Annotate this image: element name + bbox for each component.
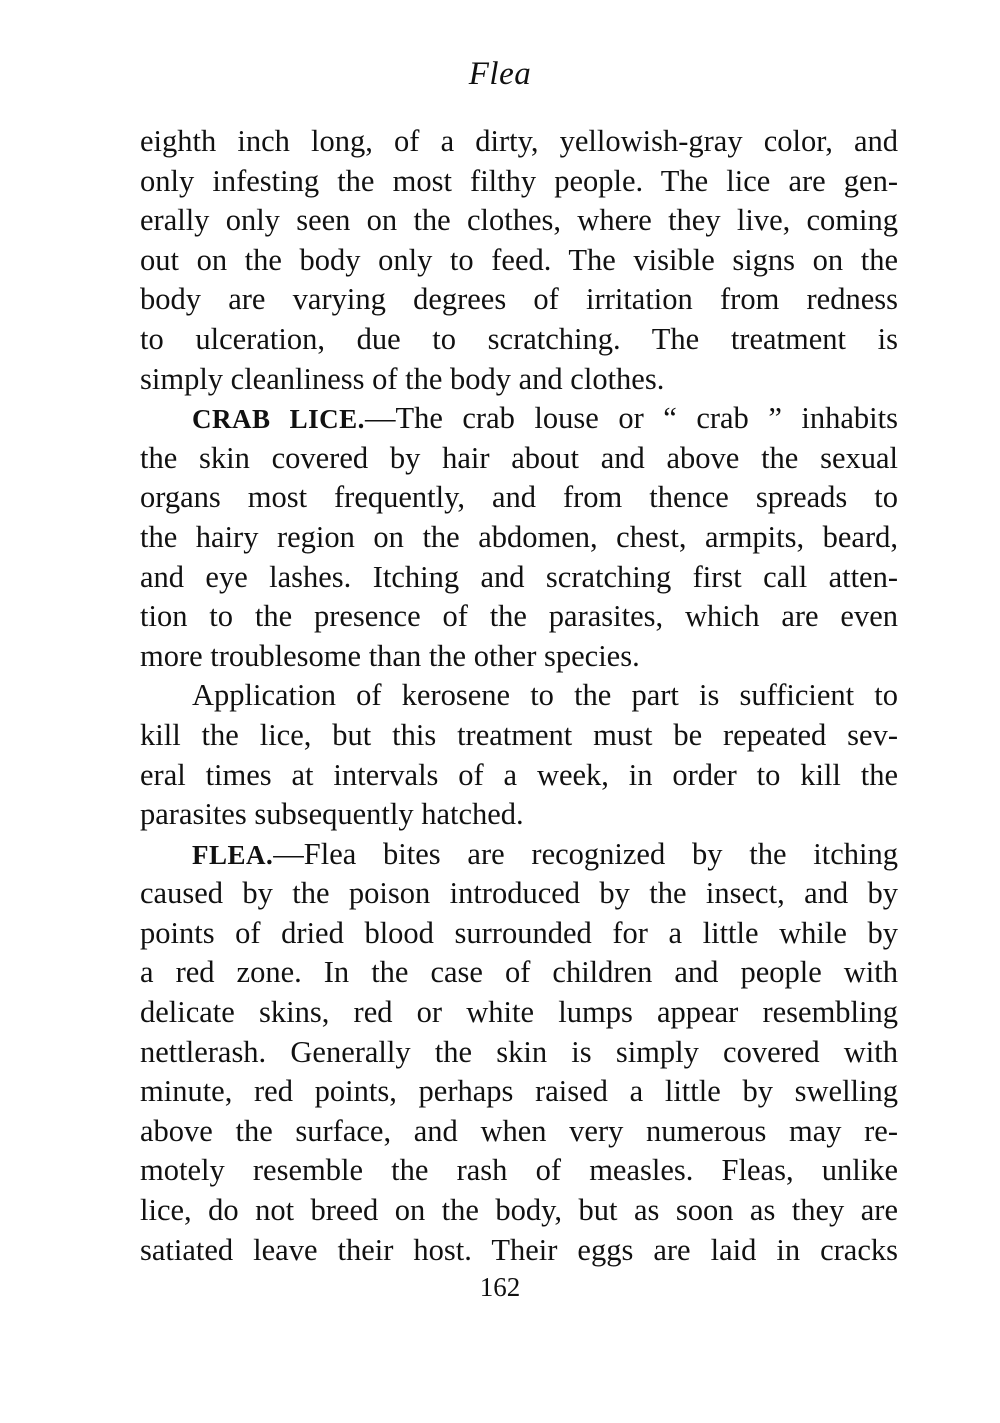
text-line-rest: —The crab louse or “ crab ” inhabits bbox=[364, 401, 898, 436]
paragraph bbox=[140, 676, 898, 834]
text-line: the skin covered by hair about and above the sexual bbox=[140, 440, 898, 475]
text-line: the hairy region on the abdomen, chest, armpits, beard, bbox=[140, 519, 898, 554]
paragraph-crab-lice bbox=[140, 399, 898, 676]
text-line: nettlerash. Generally the skin is simply covered with bbox=[140, 1034, 898, 1069]
paragraph bbox=[140, 122, 898, 399]
text-line: caused by the poison introduced by the insect, and by bbox=[140, 876, 898, 911]
text-line: points of dried blood surrounded for a little while by bbox=[140, 915, 898, 950]
text-line: erally only seen on the clothes, where they live, coming bbox=[140, 203, 898, 238]
text-line: lice, do not breed on the body, but as soon as they are bbox=[140, 1193, 898, 1228]
paragraph-flea bbox=[140, 835, 898, 1271]
body-text bbox=[140, 122, 898, 1270]
text-line: simply cleanliness of the body and clothes. bbox=[140, 361, 665, 396]
text-line bbox=[140, 835, 898, 875]
text-line: eral times at intervals of a week, in order to kill the bbox=[140, 757, 898, 792]
section-heading: FLEA. bbox=[192, 839, 274, 870]
text-line: parasites subsequently hatched. bbox=[140, 797, 524, 832]
text-line: to ulceration, due to scratching. The treatment is bbox=[140, 321, 898, 356]
text-line bbox=[140, 399, 898, 439]
section-heading: CRAB LICE. bbox=[192, 404, 365, 435]
text-line: kill the lice, but this treatment must be repeated sev- bbox=[140, 717, 898, 752]
text-line: Application of kerosene to the part is sufficient to bbox=[192, 678, 898, 713]
text-line: only infesting the most filthy people. The lice are gen- bbox=[140, 163, 898, 198]
running-header: Flea bbox=[468, 56, 532, 92]
text-line: organs most frequently, and from thence spreads to bbox=[140, 480, 898, 515]
text-line-rest: —Flea bites are recognized by the itching bbox=[273, 836, 898, 871]
page-number: 162 bbox=[479, 1272, 521, 1302]
text-line: eighth inch long, of a dirty, yellowish-gray color, and bbox=[140, 124, 898, 158]
text-line: satiated leave their host. Their eggs are laid in cracks bbox=[140, 1232, 898, 1267]
text-line: body are varying degrees of irritation from redness bbox=[140, 282, 898, 317]
text-line: minute, red points, perhaps raised a little by swelling bbox=[140, 1074, 898, 1109]
text-line: more troublesome than the other species. bbox=[140, 638, 640, 673]
text-line: motely resemble the rash of measles. Fleas, unlike bbox=[140, 1153, 898, 1188]
text-line: above the surface, and when very numerous may re- bbox=[140, 1113, 898, 1148]
text-line: delicate skins, red or white lumps appear resembling bbox=[140, 995, 898, 1030]
text-line: out on the body only to feed. The visible signs on the bbox=[140, 242, 898, 277]
text-line: and eye lashes. Itching and scratching first call atten- bbox=[140, 559, 898, 594]
text-line: tion to the presence of the parasites, which are even bbox=[140, 599, 898, 634]
text-line: a red zone. In the case of children and people with bbox=[140, 955, 898, 990]
